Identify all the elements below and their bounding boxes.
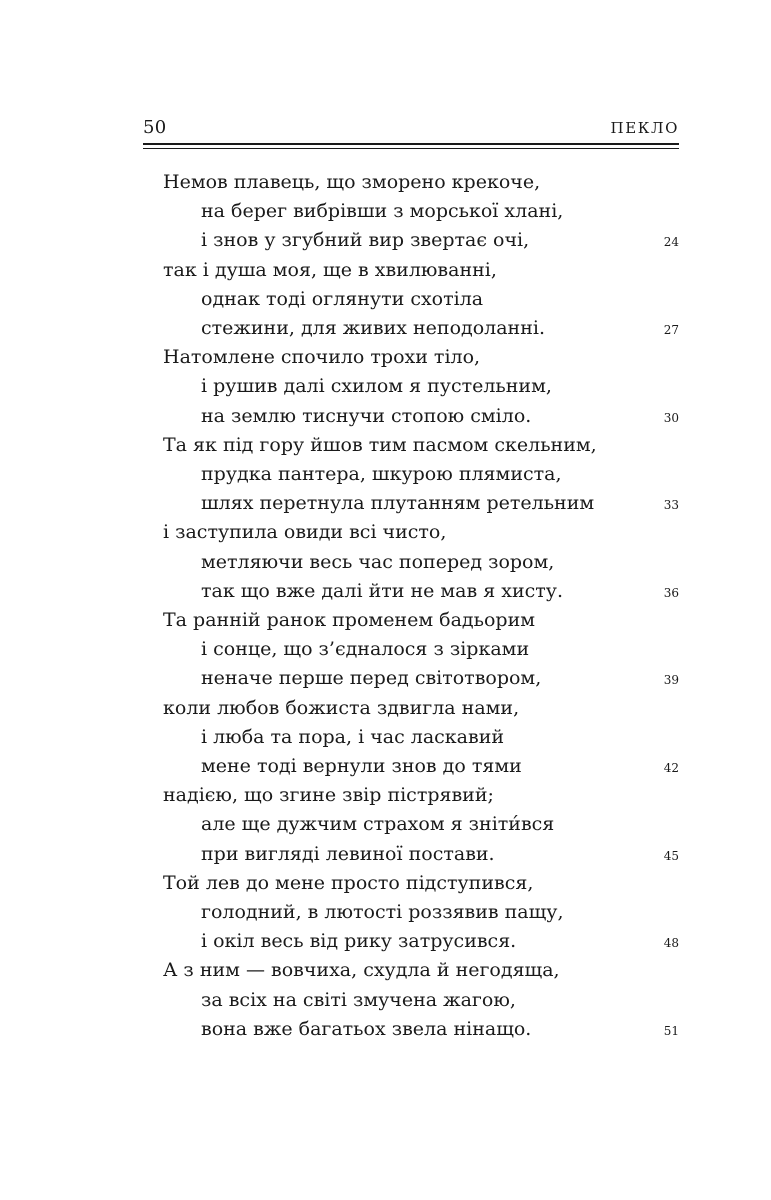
verse-line — [0, 958, 771, 987]
verse-line-text: коли любов божиста здвигла нами, — [163, 696, 520, 719]
verse-line — [0, 579, 771, 608]
verse-line-text: прудка пантера, шкурою плямиста, — [201, 463, 562, 485]
verse-line — [0, 258, 771, 287]
verse-line — [0, 462, 771, 491]
line-number: 39 — [663, 673, 679, 688]
verse-line-text: і окіл весь від рику затрусився. — [201, 930, 517, 953]
line-number: 27 — [663, 323, 679, 337]
verse-line-text: А з ним — вовчиха, схудла й негодяща, — [163, 959, 560, 982]
verse-line-text: на землю тиснучи стопою сміло. — [201, 404, 532, 427]
line-number: 42 — [663, 761, 679, 775]
verse-line — [0, 491, 771, 520]
verse-line — [0, 287, 771, 316]
verse-line-text: Немов плавець, що зморено крекоче, — [163, 171, 541, 193]
verse-line — [0, 228, 771, 257]
verse-line-text: і заступила овиди всі чисто, — [163, 521, 447, 544]
verse-line-text: і знов у згубний вир звертає очі, — [201, 229, 530, 252]
page-number: 50 — [143, 117, 167, 138]
verse-line — [0, 404, 771, 433]
verse-line-text: Та як під гору йшов тим пасмом скельним, — [163, 433, 597, 456]
line-number: 30 — [663, 410, 679, 425]
verse-line-text: і сонце, що з’єдналося з зірками — [201, 638, 530, 661]
verse-line-text: на берег вибрівши з морської хлані, — [201, 200, 564, 223]
verse-line — [0, 1017, 771, 1046]
verse-line-text: шлях перетнула плутанням ретельним — [201, 492, 595, 515]
verse-line-text: Натомлене спочило трохи тіло, — [163, 346, 481, 369]
verse-line-text: за всіх на світі змучена жагою, — [201, 988, 516, 1011]
verse-line-text: неначе перше перед світотвором, — [201, 667, 542, 690]
verse-line-text: голодний, в лютості роззявив пащу, — [201, 901, 564, 923]
verse-line-text: при вигляді левиної постави. — [201, 842, 495, 865]
line-number: 36 — [663, 585, 679, 600]
verse-line — [0, 345, 771, 374]
line-number: 24 — [663, 235, 679, 250]
verse-line-text: вона вже багатьох звела нінащо. — [201, 1017, 532, 1040]
verse-line — [0, 929, 771, 958]
verse-line-text: так що вже далі йти не мав я хисту. — [201, 579, 564, 602]
verse-line-text: однак тоді оглянути схотіла — [201, 287, 484, 310]
running-title: ПЕКЛО — [610, 119, 679, 137]
verse-line-text: надією, що згине звір пістрявий; — [163, 784, 494, 807]
verse-line — [0, 988, 771, 1017]
verse-line — [0, 637, 771, 666]
verse-line-text: метляючи весь час поперед зором, — [201, 550, 555, 573]
verse-line-text: мене тоді вернули знов до тями — [201, 755, 522, 777]
verse-line-text: і рушив далі схилом я пустельним, — [201, 375, 552, 398]
verse-line — [0, 520, 771, 549]
verse-line — [0, 608, 771, 637]
verse-line — [0, 725, 771, 754]
verse-line — [0, 842, 771, 871]
verse-line-text: і люба та пора, і час ласкавий — [201, 725, 505, 748]
line-number: 48 — [663, 936, 679, 951]
verse-line-text: Та ранній ранок променем бадьорим — [163, 609, 536, 631]
verse-line — [0, 433, 771, 462]
verse-line-text: стежини, для живих неподоланні. — [201, 317, 545, 339]
verse-line-text: так і душа моя, ще в хвилюванні, — [163, 258, 497, 281]
verse-line-text: Той лев до мене просто підступився, — [163, 871, 534, 894]
verse-line — [0, 199, 771, 228]
verse-line — [0, 871, 771, 900]
verse-line-text: але ще дужчим страхом я зніти́вся — [201, 813, 555, 836]
line-number: 45 — [663, 848, 679, 863]
verse-line — [0, 550, 771, 579]
verse-line — [0, 316, 771, 345]
verse-line — [0, 696, 771, 725]
verse-line — [0, 754, 771, 783]
line-number: 51 — [663, 1023, 679, 1038]
verse-line — [0, 170, 771, 199]
line-number: 33 — [663, 498, 679, 513]
verse-line — [0, 812, 771, 841]
verse-line — [0, 783, 771, 812]
verse-line — [0, 374, 771, 403]
verse-line — [0, 666, 771, 695]
verse-line — [0, 900, 771, 929]
